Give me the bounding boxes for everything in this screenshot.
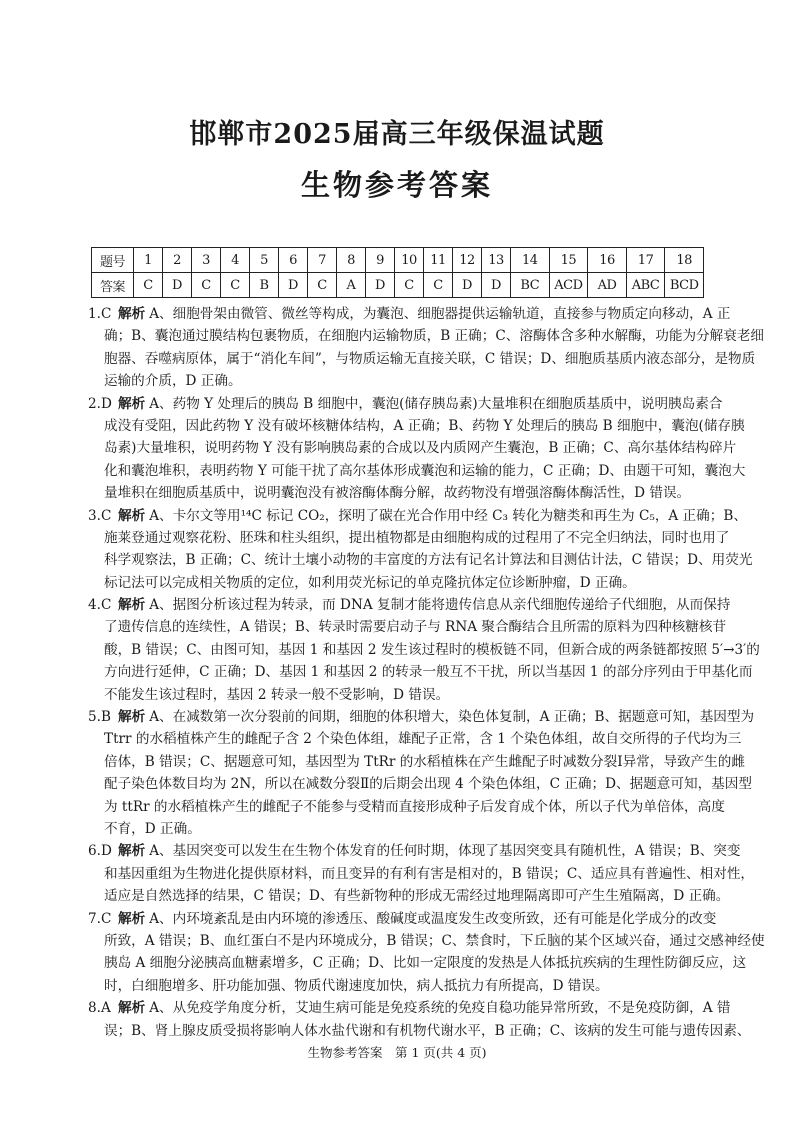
- answer-cell: C: [395, 273, 424, 298]
- analysis-line: 为 ttRr 的水稻植株产生的雌配子不能参与受精而直接形成种子后发育成个体，所以子代为单倍体，高度: [104, 798, 725, 815]
- answer-table: [91, 247, 704, 298]
- analysis-line: [88, 840, 741, 862]
- answer-cell: D: [482, 273, 511, 298]
- question-number-cell: 18: [665, 248, 704, 273]
- analysis-line: [88, 997, 731, 1019]
- question-number-cell: 12: [453, 248, 482, 273]
- answer-cell: C: [192, 273, 221, 298]
- answer-cell: C: [424, 273, 453, 298]
- question-number-cell: 15: [549, 248, 588, 273]
- analysis-line: 胰岛 A 细胞分泌胰高血糖素增多，C 正确；D、比如一定限度的发热是人体抵抗疾病的生理性防御反应，这: [104, 955, 747, 972]
- analysis-line: 不能发生该过程时，基因 2 转录一般不受影响，D 错误。: [104, 686, 450, 703]
- answer-cell: B: [250, 273, 279, 298]
- analysis-line: 倍体，B 错误；C、据题意可知，基因型为 TtRr 的水稻植株在产生雌配子时减数分裂Ⅰ异常，导致产生的雌: [104, 753, 745, 770]
- answer-row: [92, 273, 704, 298]
- analysis-item: [88, 303, 765, 393]
- analysis-item: [88, 840, 755, 907]
- question-answer: 2.D: [88, 395, 112, 412]
- analysis-label: 解析: [118, 395, 146, 412]
- analysis-line: 和基因重组为生物进化提供原材料，而且变异的有利有害是相对的，B 错误；C、适应具有普遍性、相对性，: [104, 865, 755, 882]
- answer-cell: D: [279, 273, 308, 298]
- answer-cell: AD: [588, 273, 627, 298]
- analysis-text: A、在减数第一次分裂前的间期，细胞的体积增大，染色体复制，A 正确；B、据题意可知，基因型为: [149, 709, 755, 726]
- analysis-label: 解析: [118, 597, 146, 614]
- analysis-item: [88, 997, 751, 1042]
- analysis-label: 解析: [118, 507, 146, 524]
- page-footer: 生物参考答案 第 1 页(共 4 页): [307, 1045, 487, 1060]
- analysis-item: [88, 908, 765, 998]
- question-number-cell: 5: [250, 248, 279, 273]
- answer-cell: D: [366, 273, 395, 298]
- analysis-line: 胞器、吞噬病原体，属于“消化车间”，与物质运输无直接关联，C 错误；D、细胞质基质内液态部分，是物质: [104, 350, 756, 367]
- question-number-cell: 16: [588, 248, 627, 273]
- question-number-cell: 1: [134, 248, 163, 273]
- analysis-text: A、据图分析该过程为转录，而 DNA 复制才能将遗传信息从亲代细胞传递给子代细胞，从而保持: [149, 597, 731, 614]
- analysis-line: 配子染色体数目均为 2N，所以在减数分裂Ⅱ的后期会出现 4 个染色体组，C 正确；D、据题意可知，基因型: [104, 776, 752, 793]
- analysis-line: 了遗传信息的连续性，A 错误；B、转录时需要启动子与 RNA 聚合酶结合且所需的原料为四种核糖核苷: [104, 619, 727, 636]
- analysis-line: 确；B、囊泡通过膜结构包裹物质，在细胞内运输物质，B 正确；C、溶酶体含多种水解酶，功能为分解衰老细: [104, 328, 765, 345]
- row-label: 答案: [92, 273, 134, 298]
- analysis-item: [88, 393, 746, 505]
- analysis-line: [88, 908, 717, 930]
- analysis-line: 适应是自然选择的结果，C 错误；D、有些新物种的形成无需经过地理隔离即可产生生殖隔离，D 正确。: [104, 888, 730, 905]
- analysis-line: 运输的介质，D 正确。: [104, 373, 242, 390]
- question-number-cell: 11: [424, 248, 453, 273]
- analysis-item: [88, 594, 760, 706]
- answer-cell: ACD: [549, 273, 588, 298]
- answer-cell: A: [337, 273, 366, 298]
- analysis-line: 量堆积在细胞质基质中，说明囊泡没有被溶酶体酶分解，故药物没有增强溶酶体酶活性，D 错误。: [104, 485, 691, 502]
- question-number-cell: 17: [626, 248, 665, 273]
- analysis-label: 解析: [118, 1000, 146, 1017]
- answer-cell: D: [163, 273, 192, 298]
- question-answer: 7.C: [88, 910, 112, 927]
- answer-cell: BCD: [665, 273, 704, 298]
- answer-cell: C: [221, 273, 250, 298]
- question-number-cell: 14: [511, 248, 550, 273]
- analysis-text: A、卡尔文等用¹⁴C 标记 CO₂，探明了碳在光合作用中经 C₃ 转化为糖类和再生为 C₅，A 正确；B、: [149, 507, 747, 524]
- analysis-line: 时，白细胞增多、肝功能加强、物质代谢速度加快，病人抵抗力有所提高，D 错误。: [104, 977, 609, 994]
- question-number-cell: 3: [192, 248, 221, 273]
- analysis-line: 化和囊泡堆积，表明药物 Y 可能干扰了高尔基体形成囊泡和运输的能力，C 正确；D、由题干可知，囊泡大: [104, 462, 746, 479]
- analysis-line: [88, 393, 723, 415]
- question-answer: 1.C: [88, 306, 112, 322]
- analysis-line: [88, 505, 747, 527]
- analysis-label: 解析: [118, 910, 146, 927]
- question-number-cell: 7: [308, 248, 337, 273]
- question-number-cell: 13: [482, 248, 511, 273]
- analysis-label: 解析: [118, 306, 146, 322]
- question-answer: 4.C: [88, 597, 112, 614]
- analysis-line: 方向进行延伸，C 正确；D、基因 1 和基因 2 的转录一般互不干扰，所以当基因 1 的部分序列由于甲基化而: [104, 664, 753, 681]
- question-number-cell: 9: [366, 248, 395, 273]
- question-number-cell: 2: [163, 248, 192, 273]
- question-number-cell: 10: [395, 248, 424, 273]
- analysis-list: [88, 303, 765, 1042]
- analysis-label: 解析: [118, 843, 146, 860]
- analysis-line: [88, 303, 731, 325]
- answer-cell: C: [308, 273, 337, 298]
- question-answer: 3.C: [88, 507, 112, 524]
- analysis-text: A、细胞骨架由微管、微丝等构成，为囊泡、细胞器提供运输轨道，直接参与物质定向移动，A 正: [149, 306, 731, 322]
- document-title: 邯郸市2025届高三年级保温试题: [189, 119, 605, 150]
- document-subtitle: 生物参考答案: [300, 168, 493, 202]
- analysis-text: A、药物 Y 处理后的胰岛 B 细胞中，囊泡(储存胰岛素)大量堆积在细胞质基质中，说明胰岛素合: [149, 395, 723, 412]
- analysis-line: 误；B、肾上腺皮质受损将影响人体水盐代谢和有机物代谢水平，B 正确；C、该病的发生可能与遗传因素、: [104, 1022, 751, 1039]
- analysis-line: 科学观察法，B 正确；C、统计土壤小动物的丰富度的方法有记名计算法和目测估计法，C 错误；D、用荧光: [104, 552, 753, 569]
- analysis-line: 岛素)大量堆积，说明药物 Y 没有影响胰岛素的合成以及内质网产生囊泡，B 正确；C、高尔基体结构碎片: [104, 440, 737, 457]
- analysis-text: A、内环境紊乱是由内环境的渗透压、酸碱度或温度发生改变所致，还有可能是化学成分的改变: [149, 910, 717, 927]
- analysis-line: 标记法可以完成相关物质的定位，如利用荧光标记的单克隆抗体定位诊断肿瘤，D 正确。: [104, 574, 636, 591]
- question-number-cell: 6: [279, 248, 308, 273]
- answer-cell: C: [134, 273, 163, 298]
- question-answer: 5.B: [88, 709, 111, 726]
- question-number-cell: 8: [337, 248, 366, 273]
- answer-cell: ABC: [626, 273, 665, 298]
- answer-cell: BC: [511, 273, 550, 298]
- question-number-cell: 4: [221, 248, 250, 273]
- analysis-line: 施莱登通过观察花粉、胚珠和柱头组织，提出植物都是由细胞构成的过程用了不完全归纳法，同时也用了: [104, 529, 730, 546]
- analysis-line: 成没有受阻，因此药物 Y 没有破坏核糖体结构，A 正确；B、药物 Y 处理后的胰岛 B 细胞中，囊泡(储存胰: [104, 417, 745, 434]
- analysis-text: A、从免疫学角度分析，艾迪生病可能是免疫系统的免疫自稳功能异常所致，不是免疫防御，A 错: [149, 1000, 731, 1017]
- analysis-line: 所致，A 错误；B、血红蛋白不是内环境成分，B 错误；C、禁食时，下丘脑的某个区域兴奋，通过交感神经使: [104, 932, 765, 949]
- analysis-item: [88, 505, 753, 595]
- analysis-label: 解析: [118, 709, 146, 726]
- answer-cell: D: [453, 273, 482, 298]
- row-label: 题号: [92, 248, 134, 273]
- analysis-text: A、基因突变可以发生在生物个体发育的任何时期，体现了基因突变具有随机性，A 错误；B、突变: [149, 843, 741, 860]
- question-answer: 6.D: [88, 843, 112, 860]
- analysis-line: [88, 706, 755, 728]
- question-number-row: [92, 248, 704, 273]
- analysis-line: 不育，D 正确。: [104, 820, 201, 837]
- analysis-line: Ttrr 的水稻植株产生的雌配子含 2 个染色体组，雄配子正常，含 1 个染色体组，故自交所得的子代均为三: [104, 731, 742, 748]
- analysis-line: [88, 594, 731, 616]
- question-answer: 8.A: [88, 1000, 111, 1017]
- analysis-item: [88, 706, 755, 840]
- analysis-line: 酸，B 错误；C、由图可知，基因 1 和基因 2 发生该过程时的模板链不同，但新合成的两条链都按照 5′→3′的: [104, 641, 760, 658]
